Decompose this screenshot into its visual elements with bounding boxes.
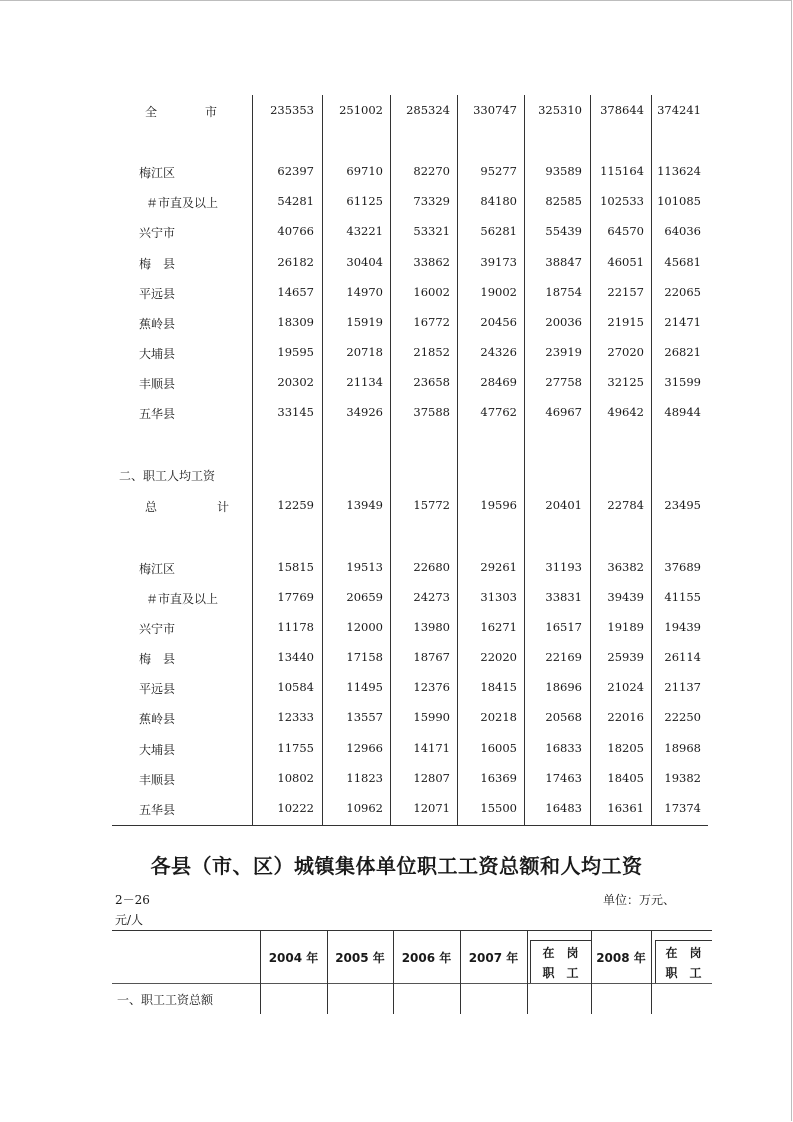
cell-2008: 102533: [600, 194, 644, 208]
table-row: [0, 680, 793, 700]
cell-inner-line: [655, 940, 712, 941]
cell-2007-onpost: 18754: [545, 285, 582, 299]
row-label: 五华县: [139, 803, 176, 817]
table-row: [0, 590, 793, 610]
cell-2005: 10962: [346, 801, 383, 815]
cell-2006: 82270: [413, 164, 450, 178]
row-label: 蕉岭县: [139, 317, 176, 331]
cell-2007: 24326: [480, 345, 517, 359]
cell-2008: 64570: [607, 224, 644, 238]
cell-2008-onpost: 21471: [664, 315, 701, 329]
cell-2006: 23658: [413, 375, 450, 389]
cell-2007-onpost: 20568: [545, 710, 582, 724]
cell-2008-onpost: 101085: [657, 194, 701, 208]
cell-2008: 32125: [607, 375, 644, 389]
row-label: 大埔县: [139, 347, 176, 361]
cell-2004: 10222: [277, 801, 314, 815]
table-row: [0, 315, 793, 335]
cell-2006: 15990: [413, 710, 450, 724]
cell-2004: 10802: [277, 771, 314, 785]
cell-2008-onpost: 21137: [664, 680, 701, 694]
cell-2006: 33862: [413, 255, 450, 269]
table-row: [0, 103, 793, 123]
row-label: 梅 县: [139, 257, 176, 271]
row-label: 大埔县: [139, 743, 176, 757]
cell-2008-onpost: 23495: [664, 498, 701, 512]
cell-2006: 24273: [413, 590, 450, 604]
table-code: 2－26: [115, 893, 150, 907]
cell-2004: 33145: [277, 405, 314, 419]
cell-2004: 235353: [270, 103, 314, 117]
cell-2007-onpost: 18696: [545, 680, 582, 694]
cell-2004: 11755: [277, 741, 314, 755]
cell-2005: 17158: [346, 650, 383, 664]
cell-2005: 13949: [346, 498, 383, 512]
cell-2004: 26182: [277, 255, 314, 269]
cell-2006: 14171: [413, 741, 450, 755]
cell-2006: 13980: [413, 620, 450, 634]
cell-2004: 10584: [277, 680, 314, 694]
cell-2006: 12376: [413, 680, 450, 694]
cell-2008: 22784: [607, 498, 644, 512]
table-row: [0, 801, 793, 821]
cell-2008: 115164: [600, 164, 644, 178]
cell-2008: 27020: [607, 345, 644, 359]
cell-2007-onpost: 55439: [545, 224, 582, 238]
cell-2007: 84180: [480, 194, 517, 208]
table-row: [0, 375, 793, 395]
row-label: 丰顺县: [139, 773, 176, 787]
cell-2004: 20302: [277, 375, 314, 389]
cell-2008-onpost: 41155: [664, 590, 701, 604]
cell-2006: 21852: [413, 345, 450, 359]
cell-2004: 12333: [277, 710, 314, 724]
table-row: [0, 650, 793, 670]
cell-2008-onpost: 22065: [664, 285, 701, 299]
cell-2004: 18309: [277, 315, 314, 329]
row-label: 梅江区: [139, 562, 176, 576]
cell-2007: 22020: [480, 650, 517, 664]
cell-2005: 11495: [346, 680, 383, 694]
cell-2005: 19513: [346, 560, 383, 574]
row-label: 丰顺县: [139, 377, 176, 391]
cell-2006: 18767: [413, 650, 450, 664]
cell-2008-onpost: 26114: [664, 650, 701, 664]
column-divider: [460, 930, 461, 1014]
cell-2008-onpost: 374241: [657, 103, 701, 117]
cell-2008-onpost: 26821: [664, 345, 701, 359]
table-row: [0, 741, 793, 761]
cell-2006: 16002: [413, 285, 450, 299]
cell-2008-onpost: 31599: [664, 375, 701, 389]
header-2007-onpost-line1: 在 岗: [542, 946, 579, 960]
cell-2006: 15772: [413, 498, 450, 512]
cell-2007-onpost: 16483: [545, 801, 582, 815]
cell-2007-onpost: 33831: [545, 590, 582, 604]
row-label: ＃市直及以上: [146, 196, 219, 210]
cell-2007: 31303: [480, 590, 517, 604]
cell-inner-line: [530, 940, 591, 941]
row-label: 平远县: [139, 287, 176, 301]
cell-2008-onpost: 19439: [664, 620, 701, 634]
cell-2008-onpost: 19382: [664, 771, 701, 785]
cell-2008-onpost: 22250: [664, 710, 701, 724]
cell-2008: 22016: [607, 710, 644, 724]
cell-2006: 16772: [413, 315, 450, 329]
cell-2004: 11178: [277, 620, 314, 634]
cell-2005: 43221: [346, 224, 383, 238]
header-2006: 2006 年: [401, 951, 452, 965]
cell-2007-onpost: 23919: [545, 345, 582, 359]
cell-2007: 19596: [480, 498, 517, 512]
table-row: [0, 194, 793, 214]
table-row: [0, 620, 793, 640]
cell-2008: 36382: [607, 560, 644, 574]
row-label: 五华县: [139, 407, 176, 421]
cell-2005: 15919: [346, 315, 383, 329]
cell-2005: 34926: [346, 405, 383, 419]
table-row: [0, 498, 793, 518]
cell-2007-onpost: 16833: [545, 741, 582, 755]
row-label: 一、职工工资总额: [117, 993, 214, 1007]
column-divider: [651, 930, 652, 1014]
table-bottom-rule: [112, 825, 708, 826]
cell-2006: 73329: [413, 194, 450, 208]
table-row: [0, 710, 793, 730]
cell-2007: 18415: [480, 680, 517, 694]
cell-2007-onpost: 20401: [545, 498, 582, 512]
row-label: 总 计: [145, 500, 230, 514]
cell-2006: 22680: [413, 560, 450, 574]
cell-2005: 251002: [339, 103, 383, 117]
table-row: [0, 345, 793, 365]
row-label: 平远县: [139, 682, 176, 696]
cell-2007-onpost: 31193: [545, 560, 582, 574]
cell-2007: 47762: [480, 405, 517, 419]
cell-2008-onpost: 18968: [664, 741, 701, 755]
row-label: 蕉岭县: [139, 712, 176, 726]
cell-2007: 28469: [480, 375, 517, 389]
table-row: [0, 560, 793, 580]
column-divider: [527, 930, 528, 1014]
cell-2007: 29261: [480, 560, 517, 574]
row-label: 兴宁市: [139, 622, 176, 636]
cell-2007-onpost: 27758: [545, 375, 582, 389]
cell-2008: 22157: [607, 285, 644, 299]
header-top-rule: [112, 930, 712, 931]
cell-2008: 16361: [607, 801, 644, 815]
cell-2005: 61125: [346, 194, 383, 208]
row-label: 梅江区: [139, 166, 176, 180]
cell-2005: 69710: [346, 164, 383, 178]
cell-2007: 16369: [480, 771, 517, 785]
cell-2004: 12259: [277, 498, 314, 512]
cell-2007-onpost: 46967: [545, 405, 582, 419]
cell-2008: 46051: [607, 255, 644, 269]
cell-2005: 13557: [346, 710, 383, 724]
cell-2006: 12807: [413, 771, 450, 785]
cell-2008: 39439: [607, 590, 644, 604]
cell-2008: 18205: [607, 741, 644, 755]
cell-2004: 15815: [277, 560, 314, 574]
column-divider: [327, 930, 328, 1014]
table-row: [0, 285, 793, 305]
cell-2004: 40766: [277, 224, 314, 238]
section-title: 二、职工人均工资: [119, 469, 216, 483]
cell-2007: 39173: [480, 255, 517, 269]
cell-2007-onpost: 17463: [545, 771, 582, 785]
cell-2007: 20456: [480, 315, 517, 329]
cell-2005: 20718: [346, 345, 383, 359]
cell-2005: 21134: [346, 375, 383, 389]
cell-2007: 56281: [480, 224, 517, 238]
header-2008-onpost-line1: 在 岗: [665, 946, 702, 960]
cell-2008: 378644: [600, 103, 644, 117]
header-2005: 2005 年: [335, 951, 385, 965]
cell-2007-onpost: 93589: [545, 164, 582, 178]
cell-2008-onpost: 64036: [664, 224, 701, 238]
cell-2008-onpost: 48944: [664, 405, 701, 419]
cell-2004: 17769: [277, 590, 314, 604]
row-label: ＃市直及以上: [146, 592, 219, 606]
cell-2008: 19189: [607, 620, 644, 634]
cell-2007-onpost: 22169: [545, 650, 582, 664]
cell-2008-onpost: 113624: [657, 164, 701, 178]
cell-2006: 37588: [413, 405, 450, 419]
cell-2007: 15500: [480, 801, 517, 815]
cell-2007-onpost: 82585: [545, 194, 582, 208]
cell-2005: 20659: [346, 590, 383, 604]
table-row: [0, 771, 793, 791]
cell-2005: 12000: [346, 620, 383, 634]
cell-2004: 13440: [277, 650, 314, 664]
row-label: 梅 县: [139, 652, 176, 666]
column-divider: [260, 930, 261, 1014]
row-label: 兴宁市: [139, 226, 176, 240]
header-2008-onpost-line2: 职 工: [665, 966, 702, 980]
table-row: [0, 224, 793, 244]
table-title: 各县（市、区）城镇集体单位职工工资总额和人均工资: [150, 854, 643, 878]
cell-2007: 20218: [480, 710, 517, 724]
cell-2007: 95277: [480, 164, 517, 178]
cell-2006: 53321: [413, 224, 450, 238]
cell-2007: 16271: [480, 620, 517, 634]
cell-2005: 14970: [346, 285, 383, 299]
cell-2008: 21024: [607, 680, 644, 694]
cell-2004: 19595: [277, 345, 314, 359]
cell-2007-onpost: 325310: [538, 103, 582, 117]
cell-2008: 18405: [607, 771, 644, 785]
cell-2004: 62397: [277, 164, 314, 178]
cell-2008: 49642: [607, 405, 644, 419]
cell-2005: 30404: [346, 255, 383, 269]
cell-2008: 25939: [607, 650, 644, 664]
cell-2008-onpost: 45681: [664, 255, 701, 269]
header-2004: 2004 年: [268, 951, 319, 965]
unit-label-cont: 元/人: [115, 913, 144, 927]
cell-2004: 54281: [277, 194, 314, 208]
cell-2006: 12071: [413, 801, 450, 815]
row-label: 全 市: [145, 105, 218, 119]
header-bottom-rule: [112, 983, 712, 984]
table-row: [0, 255, 793, 275]
header-2007: 2007 年: [468, 951, 519, 965]
cell-2007-onpost: 16517: [545, 620, 582, 634]
header-2007-onpost-line2: 职 工: [542, 966, 579, 980]
column-divider: [591, 930, 592, 1014]
cell-2007: 330747: [473, 103, 517, 117]
cell-2006: 285324: [406, 103, 450, 117]
cell-2007: 19002: [480, 285, 517, 299]
cell-2007-onpost: 20036: [545, 315, 582, 329]
unit-label: 单位：万元、: [603, 893, 676, 907]
section-heading: [0, 467, 793, 487]
cell-2008: 21915: [607, 315, 644, 329]
cell-2004: 14657: [277, 285, 314, 299]
header-2008: 2008 年: [596, 951, 646, 965]
table-row: [0, 405, 793, 425]
cell-2005: 12966: [346, 741, 383, 755]
cell-2005: 11823: [346, 771, 383, 785]
cell-2008-onpost: 17374: [664, 801, 701, 815]
cell-2007-onpost: 38847: [545, 255, 582, 269]
cell-2007: 16005: [480, 741, 517, 755]
cell-2008-onpost: 37689: [664, 560, 701, 574]
column-divider: [393, 930, 394, 1014]
table-row: [0, 164, 793, 184]
